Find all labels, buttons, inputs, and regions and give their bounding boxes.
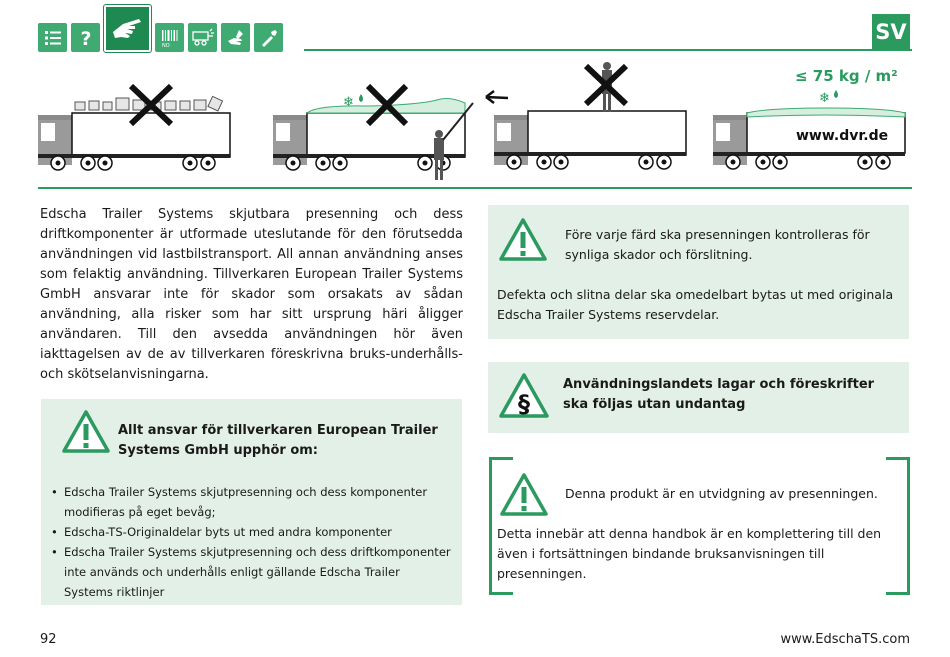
warning-triangle-icon [61,409,111,458]
svg-text:❄: ❄ [819,91,830,106]
intended-use-paragraph: Edscha Trailer Systems skjutbara presenning och dess driftkomponenter är utformade uteslutande för den förutsedda användningen vid lastbilstransport. All annan användning anses som felaktig användning. Tillverkaren European Trailer Systems GmbH ansvarar inte för skador som orsakats av sådan användning, alla risker som har sitt ursprung häri åligger användaren. Till den avsedda användningen hör även iakttagelsen av de av tillverkaren föreskrivna bruks-underhålls-och skötselanvisningarna. [40,207,463,382]
language-badge: SV [872,14,910,50]
truck-snow-illustration [273,86,508,180]
list-item: • Edscha Trailer Systems skjutpresenning och dess komponenter modifieras på eget bevåg; [51,482,451,522]
liability-heading: Allt ansvar för tillverkaren European Trailer Systems GmbH upphör om: [118,423,438,458]
list-item: • Edscha Trailer Systems skjutpresenning och dess driftkomponenter inte används och underhålls enligt gällande Edscha Trailer Systems riktlinjer [51,542,451,602]
trailer-website-label: www.dvr.de [796,128,889,144]
header-divider [304,49,912,51]
inspection-text: Före varje färd ska presenningen kontrolleras för synliga skador och förslitning. [565,227,870,262]
paragraph-sign-icon [498,372,550,424]
help-icon[interactable] [71,23,100,52]
law-notice-box [488,362,909,433]
pointing-hand-icon[interactable] [104,5,151,52]
usage-illustrations [38,58,912,187]
list-item: • Edscha-TS-Originaldelar byts ut med andra komponenter [51,522,451,542]
truck-person-on-roof-illustration [494,62,686,169]
footer-website-link[interactable]: www.EdschaTS.com [780,632,910,647]
truck-overloaded-illustration [38,86,230,170]
liability-list [51,482,451,602]
warning-triangle-icon [498,217,548,266]
svg-text:?: ? [79,27,92,49]
maintenance-hand-icon[interactable] [221,23,250,52]
extension-notice-box [489,457,910,594]
replacement-text: Defekta och slitna delar ska omedelbart bytas ut med originala Edscha Trailer Systems reservdelar. [497,287,894,322]
warning-triangle-icon [499,472,549,521]
page-number: 92 [40,632,57,647]
liability-warning-box [41,399,462,605]
svg-text:❄: ❄ [343,95,354,110]
inspection-warning-box [488,205,909,339]
load-limit-label: ≤ 75 kg / m² [795,67,898,85]
svg-text:NO: NO [161,42,170,49]
svg-text:§: § [518,390,530,418]
list-icon[interactable] [38,23,67,52]
extension-detail-text: Detta innebär att denna handbok är en komplettering till den även i fortsättningen bindande bruksanvisningen till presenningen. [497,526,882,581]
repair-tool-icon[interactable] [254,23,283,52]
law-notice-text: Användningslandets lagar och föreskrifter ska följas utan undantag [563,377,875,412]
barcode-icon[interactable] [155,23,184,52]
chapter-nav [38,5,283,52]
extension-text: Denna produkt är en utvidgning av presenningen. [565,486,878,501]
section-divider [38,187,912,189]
trailer-inspection-icon[interactable] [188,23,217,52]
